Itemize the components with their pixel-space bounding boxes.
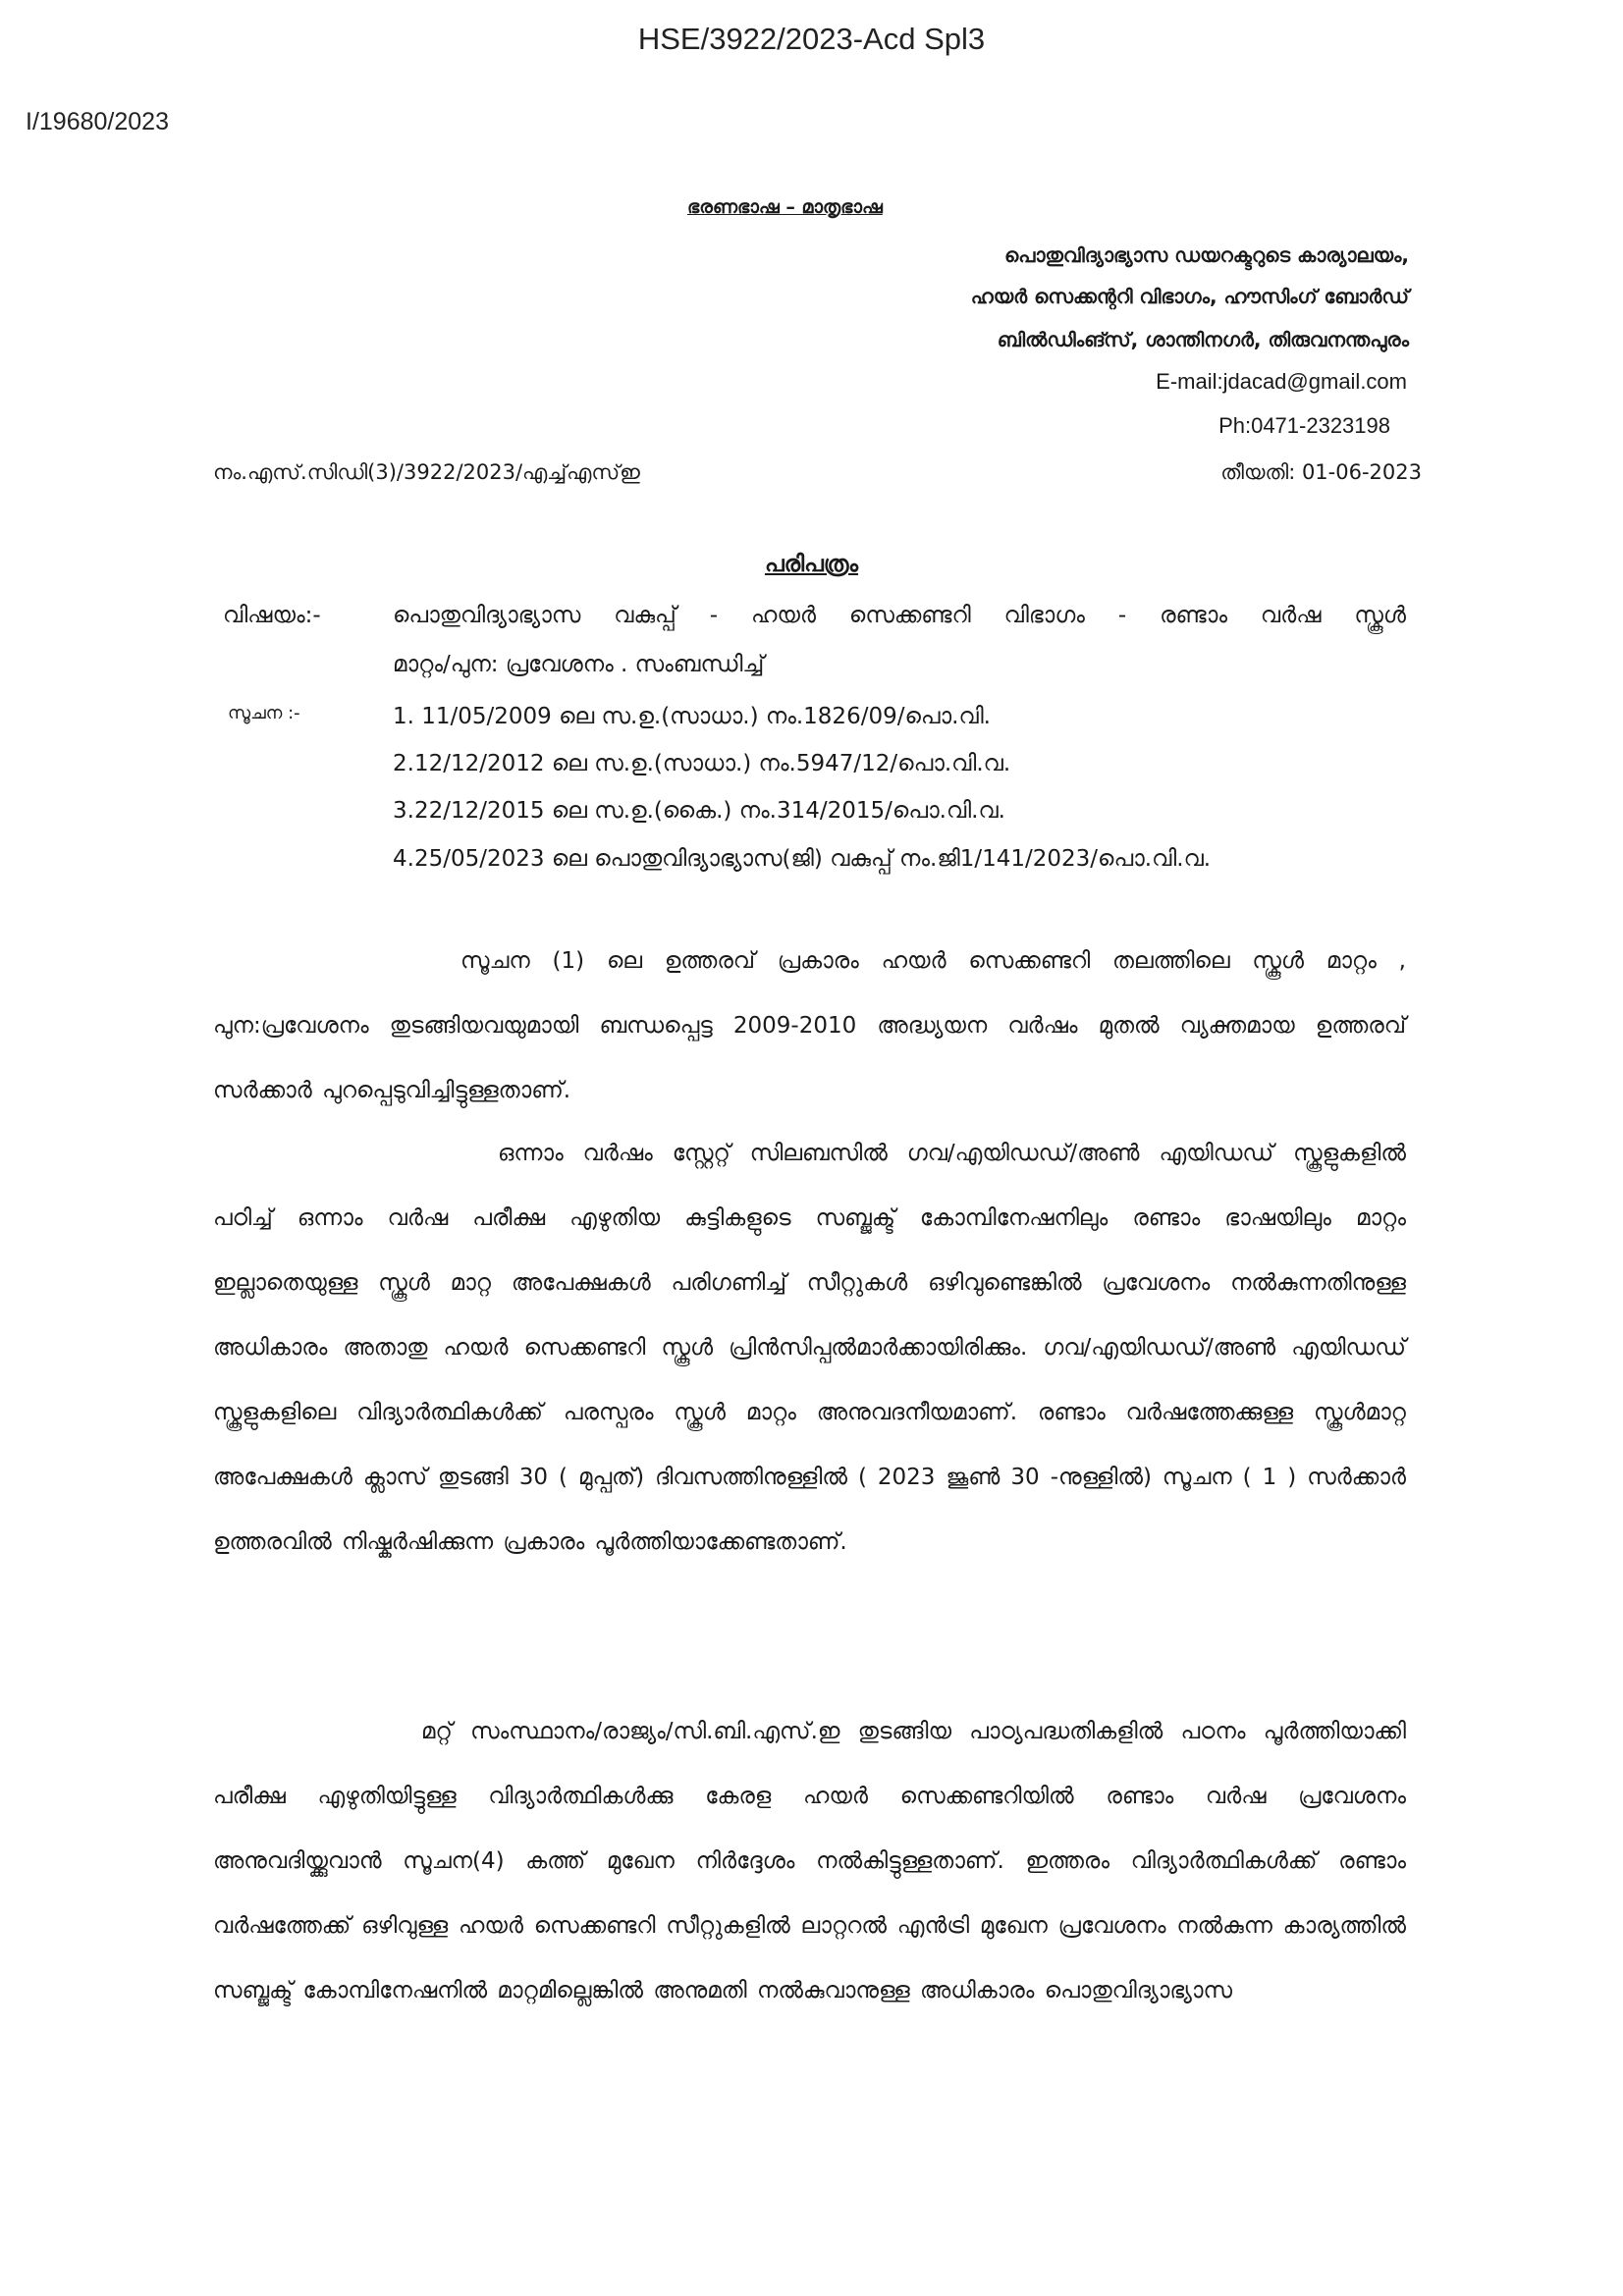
- letter-date: തീയതി: 01-06-2023: [1220, 460, 1422, 484]
- subject-line-1: പൊതുവിദ്യാഭ്യാസ വകുപ്പ് - ഹയർ സെക്കണ്ടറി വിഭാഗം - രണ്ടാം വർഷ സ്കൂൾ: [393, 603, 1406, 628]
- office-email: E-mail:jdacad@gmail.com: [1156, 369, 1407, 394]
- office-phone: Ph:0471-2323198: [1218, 413, 1390, 438]
- inward-number: I/19680/2023: [26, 108, 169, 135]
- language-note: ഭരണഭാഷ – മാതൃഭാഷ: [687, 196, 883, 218]
- subject-label: വിഷയം:-: [223, 603, 321, 628]
- references-label: സൂചന :-: [228, 703, 300, 723]
- body-paragraph-2: ഒന്നാം വർഷം സ്റ്റേറ്റ് സിലബസിൽ ഗവ/എയിഡഡ്/അൺ എയിഡഡ് സ്കൂളുകളിൽ പഠിച്ച് ഒന്നാം വർഷ പരീക്ഷ എഴുതിയ കുട്ടികളുടെ സബ്ജക്ട് കോമ്പിനേഷനിലും രണ്ടാം ഭാഷയിലും മാറ്റം ഇല്ലാതെയുള്ള സ്കൂൾ മാറ്റ അപേക്ഷകൾ പരിഗണിച്ച് സീറ്റുകൾ ഒഴിവുണ്ടെങ്കിൽ പ്രവേശനം നൽകുന്നതിനുള്ള അധികാരം അതാതു ഹയർ സെക്കണ്ടറി സ്കൂൾ പ്രിൻസിപ്പൽമാർക്കായിരിക്കും. ഗവ/എയിഡഡ്/അൺ എയിഡഡ് സ്കൂളുകളിലെ വിദ്യാർത്ഥികൾക്ക് പരസ്പരം സ്കൂൾ മാറ്റം അനുവദനീയമാണ്. രണ്ടാം വർഷത്തേക്കുള്ള സ്കൂൾമാറ്റ അപേക്ഷകൾ ക്ലാസ് തുടങ്ങി 30 ( മുപ്പത്) ദിവസത്തിനുള്ളിൽ ( 2023 ജൂൺ 30 -നുള്ളിൽ) സൂചന ( 1 ) സർക്കാർ ഉത്തരവിൽ നിഷ്കർഷിക്കുന്ന പ്രകാരം പൂർത്തിയാക്കേണ്ടതാണ്.: [213, 1141, 1406, 1555]
- reference-item: 3.22/12/2015 ലെ സ.ഉ.(കൈ.) നം.314/2015/പൊ.വി.വ.: [393, 798, 1005, 824]
- office-address-line-1: പൊതുവിദ്യാഭ്യാസ ഡയറക്ടറുടെ കാര്യാലയം,: [1003, 243, 1409, 267]
- reference-item: 4.25/05/2023 ലെ പൊതുവിദ്യാഭ്യാസ(ജി) വകുപ്പ് നം.ജി1/141/2023/പൊ.വി.വ.: [393, 846, 1212, 872]
- body-paragraph-3: മറ്റ് സംസ്ഥാനം/രാജ്യം/സി.ബി.എസ്.ഇ തുടങ്ങിയ പാഠ്യപദ്ധതികളിൽ പഠനം പൂർത്തിയാക്കി പരീക്ഷ എഴുതിയിട്ടുള്ള വിദ്യാർത്ഥികൾക്കു കേരള ഹയർ സെക്കണ്ടറിയിൽ രണ്ടാം വർഷ പ്രവേശനം അനുവദിയ്ക്കുവാൻ സൂചന(4) കത്ത് മുഖേന നിർദ്ദേശം നൽകിട്ടുള്ളതാണ്. ഇത്തരം വിദ്യാർത്ഥികൾക്ക് രണ്ടാം വർഷത്തേക്ക് ഒഴിവുള്ള ഹയർ സെക്കണ്ടറി സീറ്റുകളിൽ ലാറ്ററൽ എൻട്രി മുഖേന പ്രവേശനം നൽകുന്ന കാര്യത്തിൽ സബ്ജക്ട് കോമ്പിനേഷനിൽ മാറ്റമില്ലെങ്കിൽ അനുമതി നൽകുവാനുള്ള അധികാരം പൊതുവിദ്യാഭ്യാസ: [213, 1719, 1406, 2003]
- reference-item: 2.12/12/2012 ലെ സ.ഉ.(സാധാ.) നം.5947/12/പൊ.വി.വ.: [393, 751, 1011, 776]
- file-number: HSE/3922/2023-Acd Spl3: [637, 22, 986, 56]
- subject-line-2: മാറ്റം/പുന: പ്രവേശനം . സംബന്ധിച്ച്: [393, 652, 765, 677]
- office-address-line-2: ഹയർ സെക്കന്ററി വിഭാഗം, ഹൗസിംഗ് ബോർഡ്: [970, 285, 1409, 308]
- reference-item: 1. 11/05/2009 ലെ സ.ഉ.(സാധാ.) നം.1826/09/പൊ.വി.: [393, 704, 991, 729]
- body-paragraph-1: സൂചന (1) ലെ ഉത്തരവ് പ്രകാരം ഹയർ സെക്കണ്ടറി തലത്തിലെ സ്കൂൾ മാറ്റം , പുന:പ്രവേശനം തുടങ്ങിയവയുമായി ബന്ധപ്പെട്ട 2009-2010 അദ്ധ്യയന വർഷം മുതൽ വ്യക്തമായ ഉത്തരവ് സർക്കാർ പുറപ്പെടുവിച്ചിട്ടുള്ളതാണ്.: [213, 948, 1406, 1103]
- document-title: പരിപത്രം: [764, 552, 859, 577]
- office-address-line-3: ബിൽഡിംങ്സ്, ശാന്തിനഗർ, തിരുവനന്തപുരം: [997, 328, 1409, 351]
- reference-number: നം.എസ്.സിഡി(3)/3922/2023/എച്ച്എസ്ഇ: [213, 460, 640, 484]
